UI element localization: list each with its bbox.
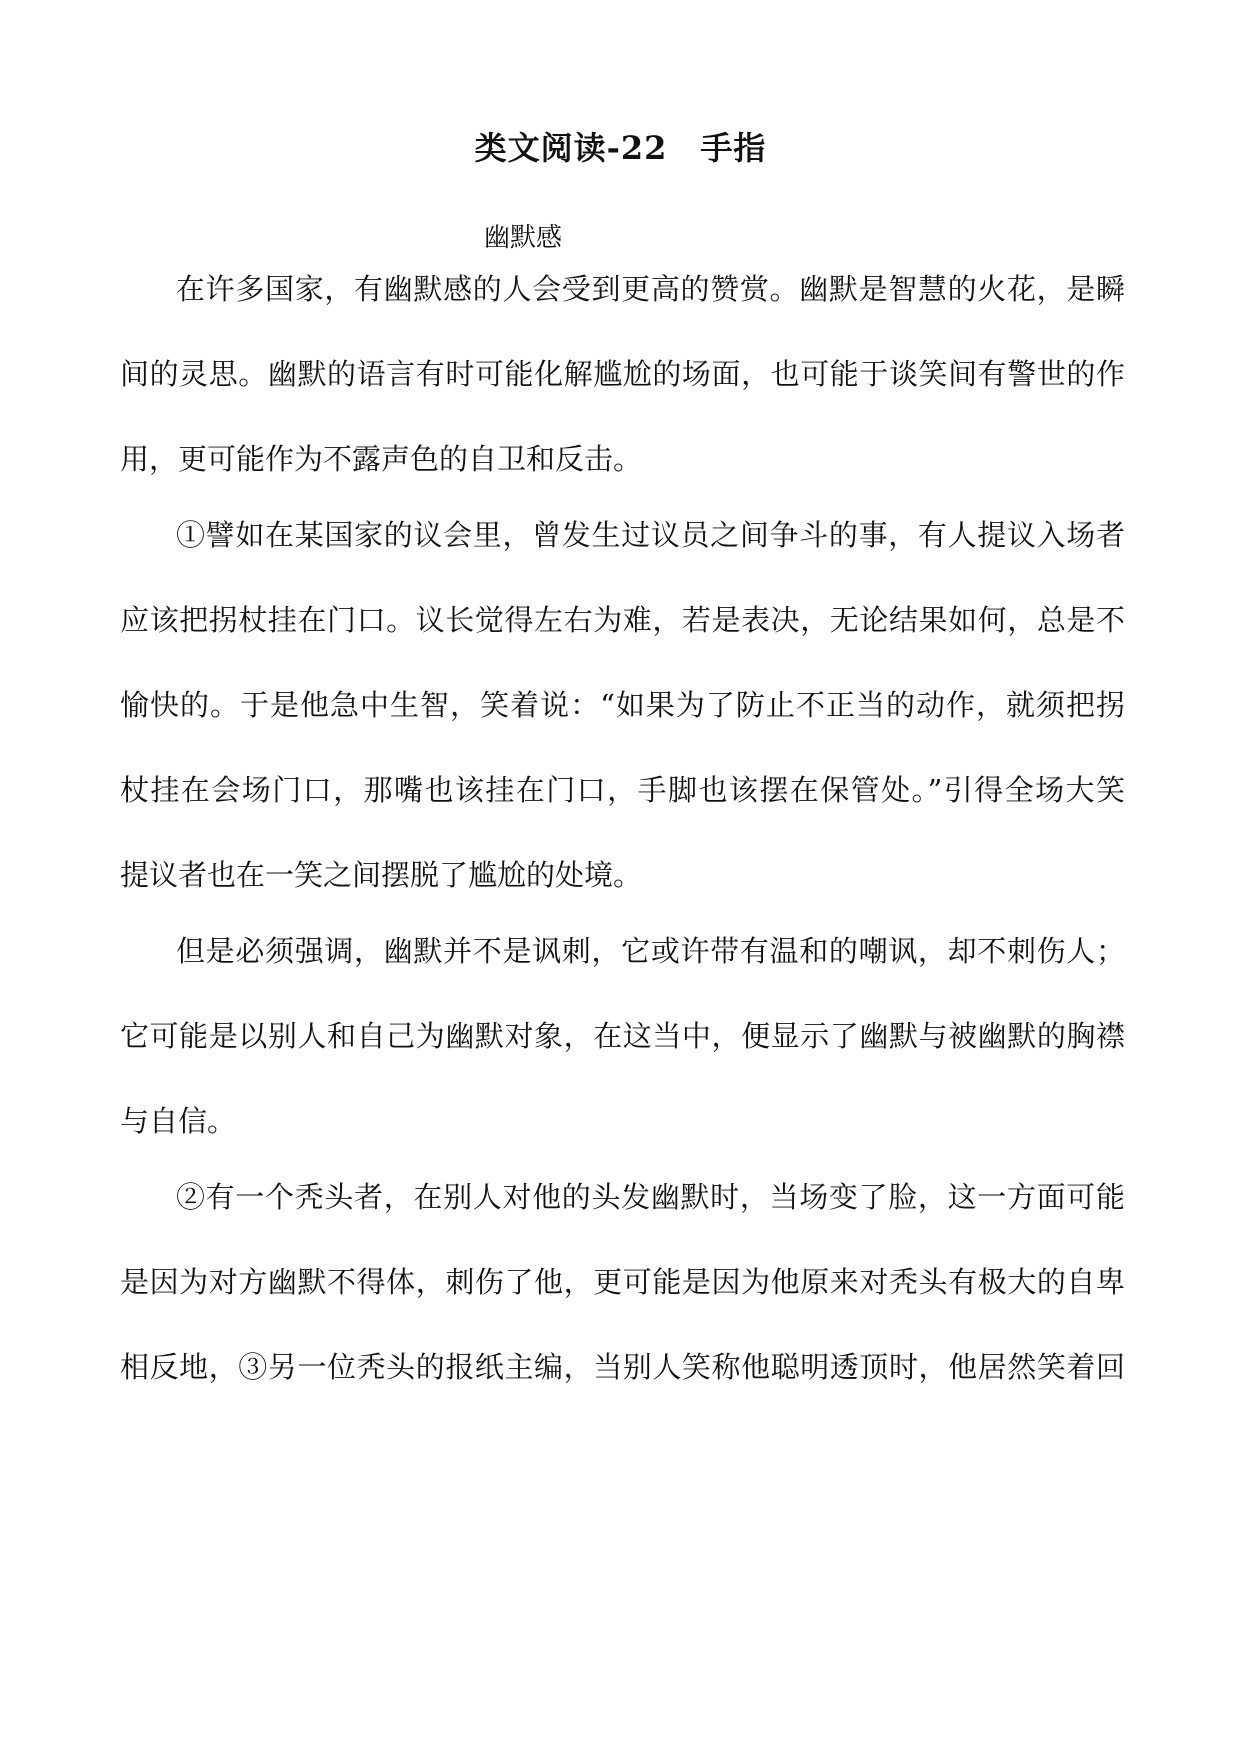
paragraph-line: ②有一个秃头者，在别人对他的头发幽默时，当场变了脸，这一方面可能 <box>176 1180 1125 1214</box>
paragraph-line: 相反地，③另一位秃头的报纸主编，当别人笑称他聪明透顶时，他居然笑着回 <box>120 1350 1125 1384</box>
paragraph-line: 它可能是以别人和自己为幽默对象，在这当中，便显示了幽默与被幽默的胸襟 <box>120 1019 1125 1053</box>
paragraph-line: 愉快的。于是他急中生智，笑着说：“如果为了防止不正当的动作，就须把拐 <box>120 688 1125 722</box>
document-title: 类文阅读-22 手指 <box>474 129 767 167</box>
paragraph-line: 在许多国家，有幽默感的人会受到更高的赞赏。幽默是智慧的火花，是瞬 <box>176 272 1125 306</box>
paragraph-line: 是因为对方幽默不得体，刺伤了他，更可能是因为他原来对秃头有极大的自卑 <box>120 1265 1125 1299</box>
paragraph-line: 用，更可能作为不露声色的自卫和反击。 <box>120 442 643 476</box>
paragraph-line: 杖挂在会场门口，那嘴也该挂在门口，手脚也该摆在保管处。”引得全场大笑 <box>120 773 1125 807</box>
paragraph-line: 提议者也在一笑之间摆脱了尴尬的处境。 <box>120 858 643 892</box>
paragraph-line: 与自信。 <box>120 1104 237 1138</box>
paragraph-line: 但是必须强调，幽默并不是讽刺，它或许带有温和的嘲讽，却不刺伤人； <box>176 934 1125 968</box>
paragraph-line: 应该把拐杖挂在门口。议长觉得左右为难，若是表决，无论结果如何，总是不 <box>120 603 1125 637</box>
paragraph-line: ①譬如在某国家的议会里，曾发生过议员之间争斗的事，有人提议入场者 <box>176 518 1125 552</box>
paragraph-line: 间的灵思。幽默的语言有时可能化解尴尬的场面，也可能于谈笑间有警世的作 <box>120 357 1125 391</box>
document-subtitle: 幽默感 <box>484 223 563 253</box>
